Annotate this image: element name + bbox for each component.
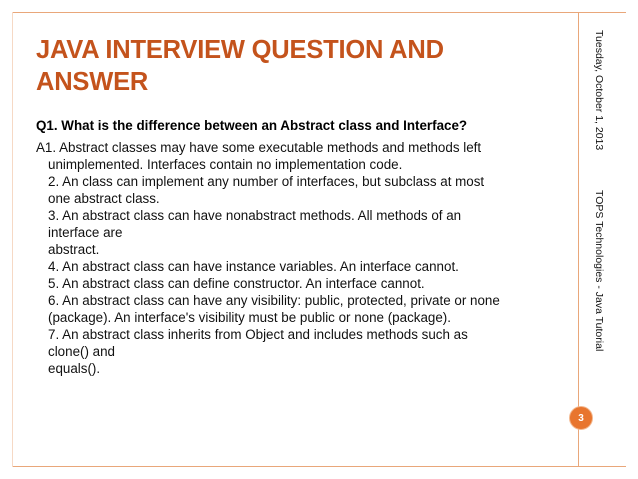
answer-line: 5. An abstract class can define constructor. An interface cannot. bbox=[48, 276, 425, 291]
answer-line: 7. An abstract class inherits from Object and includes methods such as bbox=[48, 327, 468, 342]
answer-line: one abstract class. bbox=[48, 191, 160, 206]
answer-line: interface are bbox=[48, 225, 123, 240]
answer-body bbox=[36, 139, 576, 377]
left-border-line bbox=[12, 12, 13, 467]
answer-line: A1. Abstract classes may have some executable methods and methods left bbox=[36, 140, 482, 155]
answer-line: abstract. bbox=[48, 242, 100, 257]
answer-line: clone() and bbox=[48, 344, 115, 359]
answer-line: (package). An interface's visibility must be public or none (package). bbox=[48, 310, 451, 325]
slide-date: Tuesday, October 1, 2013 bbox=[593, 30, 605, 151]
answer-line: unimplemented. Interfaces contain no implementation code. bbox=[48, 157, 403, 172]
title-line-1: JAVA INTERVIEW QUESTION AND bbox=[36, 36, 444, 64]
top-border-line bbox=[12, 12, 626, 13]
page-number: 3 bbox=[578, 412, 584, 424]
vertical-divider bbox=[578, 12, 579, 467]
bottom-border-line bbox=[12, 466, 626, 467]
slide-footer: TOPS Technologies - Java Tutorial bbox=[593, 190, 605, 352]
slide-title bbox=[36, 34, 556, 98]
answer-line: 4. An abstract class can have instance variables. An interface cannot. bbox=[48, 259, 459, 274]
question-text: Q1. What is the difference between an Abstract class and Interface? bbox=[36, 118, 468, 133]
page-number-badge bbox=[569, 406, 593, 430]
answer-line: 6. An abstract class can have any visibility: public, protected, private or none bbox=[48, 293, 500, 308]
answer-line: 3. An abstract class can have nonabstract methods. All methods of an bbox=[48, 208, 462, 223]
answer-line: equals(). bbox=[48, 361, 101, 376]
title-line-2: ANSWER bbox=[36, 68, 149, 96]
answer-line: 2. An class can implement any number of interfaces, but subclass at most bbox=[48, 174, 485, 189]
